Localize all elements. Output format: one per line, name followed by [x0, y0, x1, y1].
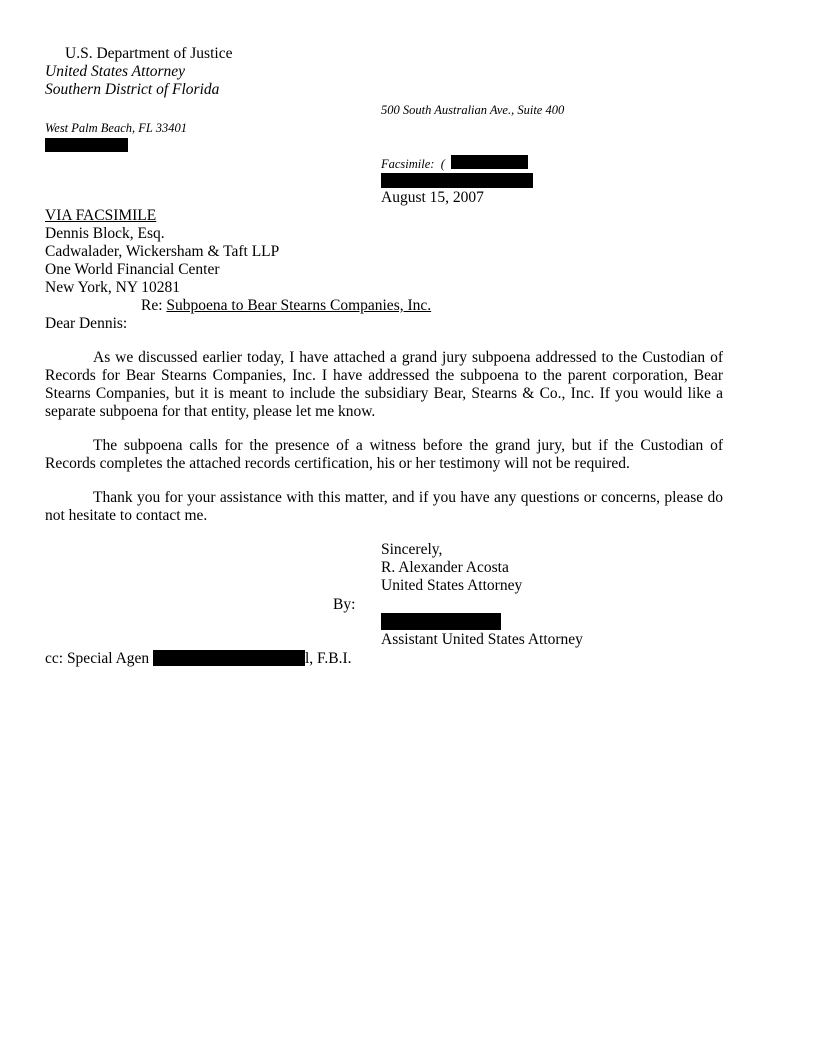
letterhead-city: West Palm Beach, FL 33401	[45, 121, 188, 135]
redaction-line	[381, 173, 533, 188]
letterhead-fax-label	[381, 155, 445, 173]
letterhead-street: 500 South Australian Ave., Suite 400	[381, 103, 565, 117]
letterhead-district: Southern District of Florida	[45, 81, 220, 98]
redaction-agent-name	[153, 650, 305, 666]
cc-suffix: l, F.B.I.	[305, 650, 352, 667]
recipient-firm: Cadwalader, Wickersham & Taft LLP	[45, 243, 280, 260]
letterhead-department: U.S. Department of Justice	[65, 45, 233, 62]
salutation: Dear Dennis:	[45, 315, 128, 332]
letter-date: August 15, 2007	[381, 189, 484, 206]
body-paragraph-1: As we discussed earlier today, I have attached a grand jury subpoena addressed to the Custodian of Records for Bear Stearns Companies, Inc. I have addressed the subpoena to the parent corporation, Bear Stearns Companies, but it is meant to include the subsidiary Bear, Stearns & Co., Inc. If you would like a separate subpoena for that entity, please let me know.	[45, 349, 723, 420]
body-paragraph-3: Thank you for your assistance with this matter, and if you have any questions or concerns, please do not hesitate to contact me.	[45, 489, 723, 524]
recipient-name: Dennis Block, Esq.	[45, 225, 165, 242]
recipient-address-line1: One World Financial Center	[45, 261, 220, 278]
closing-ausa-title: Assistant United States Attorney	[381, 631, 583, 648]
delivery-method: VIA FACSIMILE	[45, 207, 157, 224]
re-line	[141, 297, 431, 315]
re-label: Re:	[141, 297, 163, 314]
cc-prefix: cc: Special Agen	[45, 650, 150, 667]
letterhead-office: United States Attorney	[45, 63, 186, 80]
redaction-fax	[451, 155, 528, 169]
fax-label: Facsimile:	[381, 157, 435, 171]
fax-prefix: (	[440, 157, 445, 171]
recipient-address-line2: New York, NY 10281	[45, 279, 181, 296]
closing-signer-title: United States Attorney	[381, 577, 523, 594]
redaction-phone	[45, 138, 128, 152]
closing-signer: R. Alexander Acosta	[381, 559, 509, 576]
body-paragraph-2: The subpoena calls for the presence of a witness before the grand jury, but if the Custodian of Records completes the attached records certification, his or her testimony will not be required.	[45, 437, 723, 472]
closing-sincerely: Sincerely,	[381, 541, 443, 558]
closing-by: By:	[333, 596, 356, 613]
redaction-signature	[381, 613, 501, 630]
re-subject: Subpoena to Bear Stearns Companies, Inc.	[166, 297, 432, 314]
